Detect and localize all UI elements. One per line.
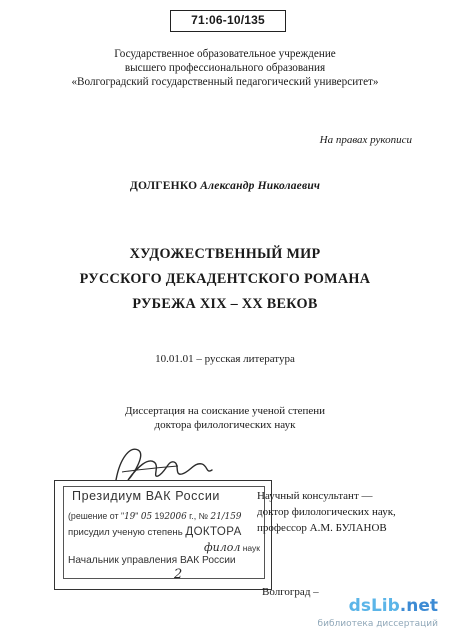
decision-mid: 19 — [154, 511, 165, 521]
watermark-brand-a: dsLib — [348, 596, 400, 616]
institution-line-3: «Волгоградский государственный педагогический университет» — [71, 76, 379, 88]
author-surname: ДОЛГЕНКО — [129, 180, 198, 192]
specialty: 10.01.01 – русская литература — [155, 353, 295, 365]
watermark-logo[interactable] — [349, 596, 438, 616]
decision-sep: " — [135, 511, 139, 521]
head-text: Начальник управления ВАК России — [68, 555, 236, 566]
title-line-1: ХУДОЖЕСТВЕННЫЙ МИР — [129, 246, 321, 262]
decision-month: 05 — [140, 512, 153, 522]
consultant-line-3: профессор А.М. БУЛАНОВ — [257, 522, 387, 534]
watermark-brand-b: .net — [399, 596, 438, 616]
stamp-decision-line — [68, 511, 241, 522]
vak-stamp — [54, 480, 272, 590]
field-handwritten: филол — [204, 541, 241, 554]
watermark-subtitle: библиотека диссертаций — [317, 619, 438, 629]
awarded-degree: ДОКТОРА — [185, 526, 242, 538]
decision-prefix: (решение от " — [68, 511, 125, 521]
decision-day: 19 — [124, 512, 136, 522]
decision-year: 2006 — [164, 512, 187, 522]
decision-suffix: г., № — [189, 511, 209, 521]
stamp-field-line — [204, 541, 260, 554]
institution-line-2: высшего профессионального образования — [124, 62, 326, 74]
title-line-2: РУССКОГО ДЕКАДЕНТСКОГО РОМАНА — [79, 271, 371, 287]
degree-line-1: Диссертация на соискание ученой степени — [124, 405, 326, 417]
head-signature: 2 — [174, 567, 183, 582]
stamp-title: Президиум ВАК России — [72, 489, 220, 503]
city: Волгоград – — [262, 586, 319, 598]
stamp-awarded-line — [68, 526, 242, 538]
catalog-code: 71:06-10/135 — [170, 10, 286, 32]
author-name — [0, 180, 450, 192]
institution-line-1: Государственное образовательное учреждение — [114, 48, 336, 60]
awarded-text: присудил ученую степень — [68, 527, 183, 538]
title-line-3: РУБЕЖА XIX – XX ВЕКОВ — [132, 296, 318, 312]
decision-number: 21/159 — [210, 512, 242, 522]
degree-line-2: доктора филологических наук — [154, 419, 296, 431]
consultant-line-2: доктор филологических наук, — [257, 506, 396, 518]
consultant-block — [257, 488, 396, 536]
stamp-inner-frame — [63, 486, 265, 582]
author-given-names: Александр Николаевич — [200, 180, 321, 192]
field-suffix: наук — [242, 543, 260, 553]
stamp-head-line — [68, 555, 236, 566]
consultant-line-1: Научный консультант — — [257, 490, 373, 502]
rights-note: На правах рукописи — [319, 134, 412, 146]
